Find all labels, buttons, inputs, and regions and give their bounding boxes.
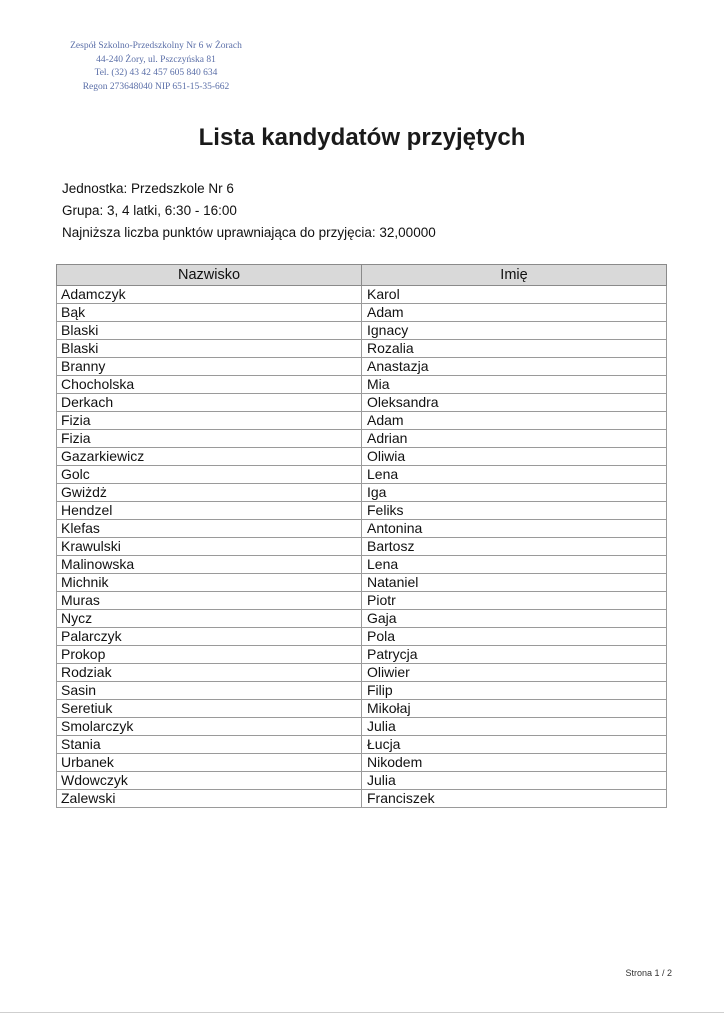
table-row <box>57 520 667 538</box>
candidates-table <box>56 264 667 808</box>
cell-firstname: Adam <box>362 304 667 322</box>
table-row <box>57 448 667 466</box>
cell-firstname: Nataniel <box>362 574 667 592</box>
page-number: Strona 1 / 2 <box>625 968 672 978</box>
table-row <box>57 286 667 304</box>
cell-surname: Derkach <box>57 394 362 412</box>
cell-surname: Sasin <box>57 682 362 700</box>
cell-firstname: Łucja <box>362 736 667 754</box>
table-row <box>57 646 667 664</box>
table-row <box>57 574 667 592</box>
cell-surname: Gazarkiewicz <box>57 448 362 466</box>
cell-surname: Klefas <box>57 520 362 538</box>
cell-firstname: Rozalia <box>362 340 667 358</box>
cell-surname: Wdowczyk <box>57 772 362 790</box>
cell-firstname: Oliwia <box>362 448 667 466</box>
cell-surname: Fizia <box>57 430 362 448</box>
cell-firstname: Feliks <box>362 502 667 520</box>
table-row <box>57 610 667 628</box>
info-group: Grupa: 3, 4 latki, 6:30 - 16:00 <box>62 203 237 218</box>
table-row <box>57 358 667 376</box>
cell-firstname: Filip <box>362 682 667 700</box>
table-row <box>57 430 667 448</box>
cell-firstname: Patrycja <box>362 646 667 664</box>
table-row <box>57 466 667 484</box>
table-row <box>57 700 667 718</box>
table-row <box>57 322 667 340</box>
info-min-points: Najniższa liczba punktów uprawniająca do przyjęcia: 32,00000 <box>62 225 436 240</box>
table-row <box>57 790 667 808</box>
cell-firstname: Oleksandra <box>362 394 667 412</box>
table-row <box>57 592 667 610</box>
cell-firstname: Antonina <box>362 520 667 538</box>
cell-firstname: Lena <box>362 556 667 574</box>
cell-firstname: Karol <box>362 286 667 304</box>
cell-firstname: Pola <box>362 628 667 646</box>
institution-stamp <box>66 40 246 94</box>
cell-firstname: Julia <box>362 772 667 790</box>
table-row <box>57 754 667 772</box>
table-row <box>57 628 667 646</box>
cell-surname: Blaski <box>57 322 362 340</box>
cell-firstname: Gaja <box>362 610 667 628</box>
table-row <box>57 772 667 790</box>
cell-surname: Nycz <box>57 610 362 628</box>
table-row <box>57 556 667 574</box>
stamp-line-address: 44-240 Żory, ul. Pszczyńska 81 <box>96 54 216 65</box>
cell-firstname: Julia <box>362 718 667 736</box>
cell-firstname: Adam <box>362 412 667 430</box>
cell-firstname: Ignacy <box>362 322 667 340</box>
cell-surname: Adamczyk <box>57 286 362 304</box>
table-row <box>57 538 667 556</box>
cell-surname: Golc <box>57 466 362 484</box>
cell-firstname: Piotr <box>362 592 667 610</box>
cell-surname: Malinowska <box>57 556 362 574</box>
cell-surname: Hendzel <box>57 502 362 520</box>
bottom-divider <box>0 1012 724 1013</box>
cell-firstname: Franciszek <box>362 790 667 808</box>
column-header-surname: Nazwisko <box>57 265 362 286</box>
table-row <box>57 718 667 736</box>
cell-firstname: Bartosz <box>362 538 667 556</box>
table-row <box>57 412 667 430</box>
cell-firstname: Nikodem <box>362 754 667 772</box>
cell-surname: Smolarczyk <box>57 718 362 736</box>
cell-firstname: Mikołaj <box>362 700 667 718</box>
table-row <box>57 376 667 394</box>
table-row <box>57 682 667 700</box>
cell-surname: Branny <box>57 358 362 376</box>
table-row <box>57 502 667 520</box>
stamp-line-name: Zespół Szkolno-Przedszkolny Nr 6 w Żorach <box>70 41 242 51</box>
table-row <box>57 394 667 412</box>
cell-surname: Blaski <box>57 340 362 358</box>
cell-surname: Stania <box>57 736 362 754</box>
table-row <box>57 664 667 682</box>
info-unit: Jednostka: Przedszkole Nr 6 <box>62 181 234 196</box>
cell-surname: Michnik <box>57 574 362 592</box>
cell-firstname: Adrian <box>362 430 667 448</box>
cell-surname: Fizia <box>57 412 362 430</box>
cell-surname: Urbanek <box>57 754 362 772</box>
cell-firstname: Iga <box>362 484 667 502</box>
table-row <box>57 340 667 358</box>
column-header-firstname: Imię <box>362 265 667 286</box>
table-header-row <box>57 265 667 286</box>
stamp-line-regon: Regon 273648040 NIP 651-15-35-662 <box>82 81 230 92</box>
cell-surname: Krawulski <box>57 538 362 556</box>
cell-firstname: Mia <box>362 376 667 394</box>
cell-surname: Chocholska <box>57 376 362 394</box>
stamp-line-phone: Tel. (32) 43 42 457 605 840 634 <box>94 68 218 78</box>
page-title: Lista kandydatów przyjętych <box>198 124 526 151</box>
cell-surname: Zalewski <box>57 790 362 808</box>
cell-surname: Seretiuk <box>57 700 362 718</box>
cell-firstname: Anastazja <box>362 358 667 376</box>
cell-surname: Muras <box>57 592 362 610</box>
cell-surname: Bąk <box>57 304 362 322</box>
cell-firstname: Lena <box>362 466 667 484</box>
table-row <box>57 304 667 322</box>
cell-surname: Rodziak <box>57 664 362 682</box>
info-block <box>62 178 436 244</box>
cell-surname: Prokop <box>57 646 362 664</box>
cell-surname: Gwiżdż <box>57 484 362 502</box>
cell-firstname: Oliwier <box>362 664 667 682</box>
cell-surname: Palarczyk <box>57 628 362 646</box>
table-body <box>57 286 667 808</box>
table-row <box>57 484 667 502</box>
table-row <box>57 736 667 754</box>
